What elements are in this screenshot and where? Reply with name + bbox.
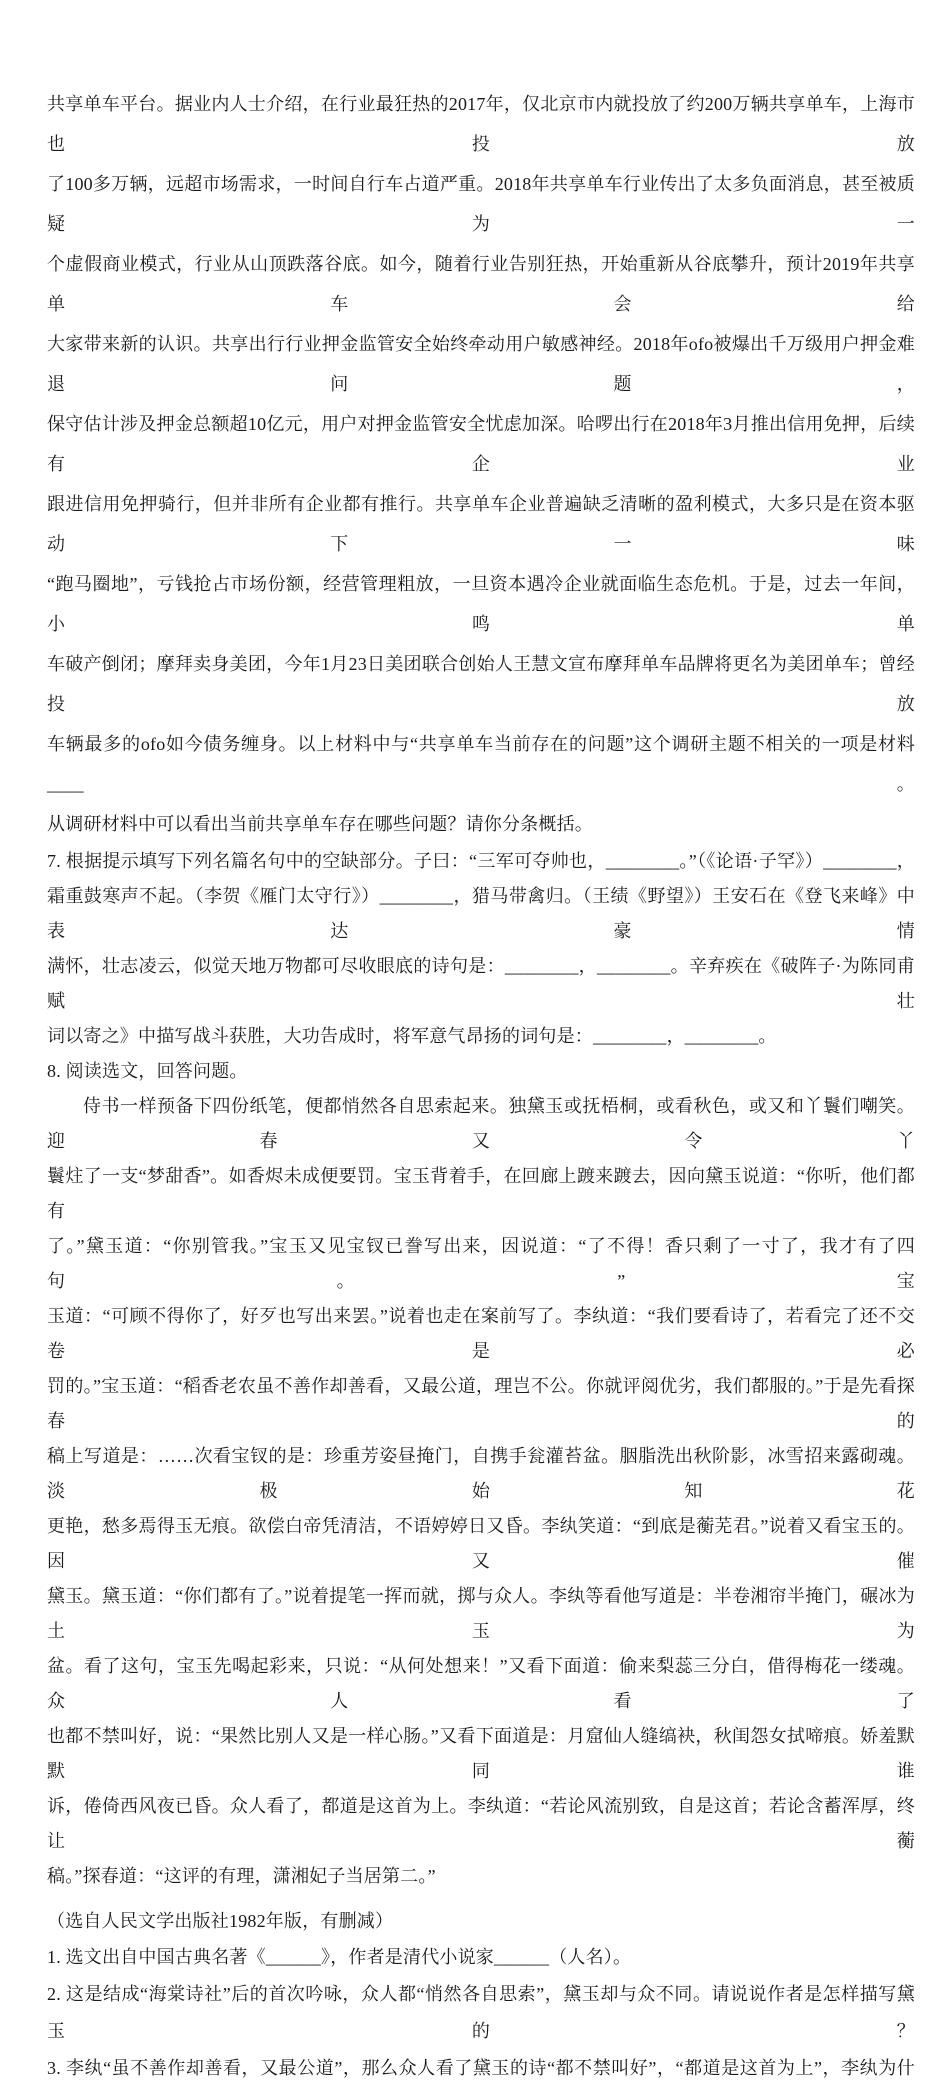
material-line: 车破产倒闭；摩拜卖身美团，今年1月23日美团联合创始人王慧文宣布摩拜单车品牌将更名为美团单车；曾经投放 xyxy=(47,654,915,714)
passage-line: 黛玉。黛玉道：“你们都有了。”说着提笔一挥而就，掷与众人。李纨等看他写道是：半卷湘帘半掩门，碾冰为土玉为 xyxy=(47,1586,915,1641)
material-line: “跑马圈地”，亏钱抢占市场份额，经营管理粗放，一旦资本遇冷企业就面临生态危机。于是，过去一年间，小鸣单 xyxy=(47,574,915,634)
passage-line: 稿。”探春道：“这评的有理，潇湘妃子当居第二。” xyxy=(47,1866,436,1886)
passage-line: 盆。看了这句，宝玉先喝起彩来，只说：“从何处想来！”又看下面道：偷来梨蕊三分白，借得梅花一缕魂。众人看了 xyxy=(47,1656,915,1711)
material-line: 保守估计涉及押金总额超10亿元，用户对押金监管安全忧虑加深。哈啰出行在2018年3月推出信用免押，后续有企业 xyxy=(47,414,915,474)
passage-line: 更艳，愁多焉得玉无痕。欲偿白帝凭清洁，不语婷婷日又昏。李纨笑道：“到底是蘅芜君。”说着又看宝玉的。因又催 xyxy=(47,1516,915,1571)
material-line: 跟进信用免押骑行，但并非所有企业都有推行。共享单车企业普遍缺乏清晰的盈利模式，大多只是在资本驱动下一味 xyxy=(47,494,915,554)
reading-passage xyxy=(47,1089,915,1894)
material-line: 从调研材料中可以看出当前共享单车存在哪些问题？请你分条概括。 xyxy=(47,814,593,834)
sub-question-1: 1. 选文出自中国古典名著《______》，作者是清代小说家______（人名）。 xyxy=(47,1947,632,1967)
question-8 xyxy=(47,1054,915,2087)
passage-source: （选自人民文学出版社1982年版，有删减） xyxy=(47,1911,394,1931)
sub-question-3: 3. 李纨“虽不善作却善看，又最公道”，那么众人看了黛玉的诗“都不禁叫好”，“都道是这首为上”，李纨为什 xyxy=(47,2058,915,2078)
question-7-line: 满怀，壮志凌云，似觉天地万物都可尽收眼底的诗句是：________，________。辛弃疾在《破阵子·为陈同甫赋壮 xyxy=(47,956,915,1011)
material-paragraph xyxy=(47,84,915,844)
passage-line: 稿上写道是：……次看宝钗的是：珍重芳姿昼掩门，自携手瓮灌苔盆。胭脂洗出秋阶影，冰雪招来露砌魂。淡极始知花 xyxy=(47,1446,915,1501)
material-line: 共享单车平台。据业内人士介绍，在行业最狂热的2017年，仅北京市内就投放了约200万辆共享单车，上海市也投放 xyxy=(47,94,915,154)
passage-line: 罚的。”宝玉道：“稻香老农虽不善作却善看，又最公道，理岂不公。你就评阅优劣，我们都服的。”于是先看探春的 xyxy=(47,1376,915,1431)
material-line: 了100多万辆，远超市场需求，一时间自行车占道严重。2018年共享单车行业传出了太多负面消息，甚至被质疑为一 xyxy=(47,174,915,234)
passage-line: 鬟炷了一支“梦甜香”。如香烬未成便要罚。宝玉背着手，在回廊上踱来踱去，因向黛玉说道：“你听，他们都有 xyxy=(47,1166,915,1221)
passage-line: 了。”黛玉道：“你别管我。”宝玉又见宝钗已誊写出来，因说道：“了不得！香只剩了一寸了，我才有了四句。”宝 xyxy=(47,1236,915,1291)
question-8-header: 8. 阅读选文，回答问题。 xyxy=(47,1061,248,1081)
material-line: 车辆最多的ofo如今债务缠身。以上材料中与“共享单车当前存在的问题”这个调研主题不相关的一项是材料____。 xyxy=(47,734,915,794)
question-7 xyxy=(47,844,915,1054)
question-7-line: 霜重鼓寒声不起。（李贺《雁门太守行》）________，猎马带禽归。（王绩《野望》）王安石在《登飞来峰》中表达豪情 xyxy=(47,886,915,941)
material-line: 个虚假商业模式，行业从山顶跌落谷底。如今，随着行业告别狂热，开始重新从谷底攀升，预计2019年共享单车会给 xyxy=(47,254,915,314)
passage-line: 玉道：“可顾不得你了，好歹也写出来罢。”说着也走在案前写了。李纨道：“我们要看诗了，若看完了还不交卷是必 xyxy=(47,1306,915,1361)
question-7-line: 7. 根据提示填写下列名篇名句中的空缺部分。子曰：“三军可夺帅也，________。”（《论语·子罕》）________， xyxy=(47,851,915,871)
passage-line: 诉，倦倚西风夜已昏。众人看了，都道是这首为上。李纨道：“若论风流别致，自是这首；若论含蓄浑厚，终让蘅 xyxy=(47,1796,915,1851)
passage-line: 侍书一样预备下四份纸笔，便都悄然各自思索起来。独黛玉或抚梧桐，或看秋色，或又和丫鬟们嘲笑。迎春又令丫 xyxy=(47,1096,915,1151)
material-line: 大家带来新的认识。共享出行行业押金监管安全始终牵动用户敏感神经。2018年ofo被爆出千万级用户押金难退问题， xyxy=(47,334,915,394)
sub-questions xyxy=(47,1939,915,2087)
passage-line: 也都不禁叫好，说：“果然比别人又是一样心肠。”又看下面道是：月窟仙人缝缟袂，秋闺怨女拭啼痕。娇羞默默同谁 xyxy=(47,1726,915,1781)
question-7-line: 词以寄之》中描写战斗获胜，大功告成时，将军意气昂扬的词句是：________，________。 xyxy=(47,1026,777,1046)
sub-question-2: 2. 这是结成“海棠诗社”后的首次吟咏，众人都“悄然各自思索”，黛玉却与众不同。请说说作者是怎样描写黛玉的？ xyxy=(47,1984,915,2041)
